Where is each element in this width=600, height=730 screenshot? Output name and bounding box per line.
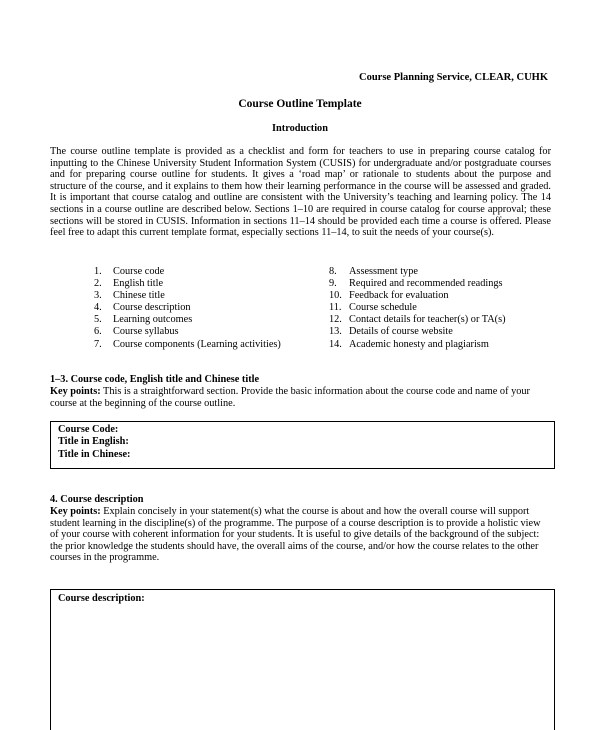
list-item: 1. Course code: [94, 266, 165, 277]
title-english-field: Title in English:: [58, 436, 129, 448]
list-item: 12. Contact details for teacher(s) or TA(s): [329, 314, 506, 326]
list-item: 7. Course components (Learning activities): [94, 338, 281, 350]
sections-list-left: [94, 266, 314, 351]
intro-heading: Introduction: [272, 123, 328, 134]
section-1-3-keypoints: Key points: This is a straightforward section. Provide the basic information about the course code and name of your course at the beginning of the course outline.: [50, 386, 530, 409]
key-points-label: Key points:: [50, 386, 101, 397]
key-points-label: Key points:: [50, 506, 101, 517]
list-item: 2. English title: [94, 278, 164, 290]
list-item: 5. Learning outcomes: [94, 314, 193, 326]
section-1-3-title: 1–3. Course code, English title and Chinese title: [50, 374, 260, 385]
list-item: 8. Assessment type: [329, 266, 418, 277]
section-4-keypoints: Key points: Explain concisely in your statement(s) what the course is about and how the overall course will support student learning in the discipline(s) of the programme. The purpose of a course description is to provide a holistic view of your course with coherent information for your students. It is useful to give details of the background of the subject: the prior knowledge the students should have, the overall aims of the course, and/or how the course relates to the other courses in the programme.: [50, 506, 541, 564]
course-description-form-box[interactable]: [50, 589, 555, 730]
title-chinese-field: Title in Chinese:: [58, 448, 131, 460]
course-code-field: Course Code:: [58, 424, 119, 435]
list-item: 9. Required and recommended readings: [329, 278, 503, 290]
section-4-title: 4. Course description: [50, 494, 144, 505]
list-item: 10. Feedback for evaluation: [329, 290, 449, 302]
list-item: 3. Chinese title: [94, 290, 165, 302]
sections-list-right: [329, 266, 559, 351]
course-description-field: Course description:: [58, 593, 145, 604]
service-header: Course Planning Service, CLEAR, CUHK: [359, 72, 548, 83]
page-title: Course Outline Template: [238, 98, 362, 110]
list-item: 13. Details of course website: [329, 326, 453, 338]
course-code-form-box[interactable]: [50, 421, 555, 469]
list-item: 6. Course syllabus: [94, 326, 179, 338]
list-item: 11. Course schedule: [329, 302, 417, 314]
list-item: 4. Course description: [94, 302, 191, 314]
list-item: 14. Academic honesty and plagiarism: [329, 338, 489, 350]
intro-paragraph: The course outline template is provided as a checklist and form for teachers to use in preparing course catalog for inputting to the Chinese University Student Information System (CUSIS) for undergraduate and/or postgraduate courses and for preparing course outline for students. It gives a ‘road map’ or rationale to students about the purpose and structure of the course, and it explains to them how their learning performance in the course will be assessed and graded. It is important that course catalog and outline are consistent with the University’s teaching and learning policy. The 14 sections in a course outline are described below. Sections 1–10 are required in course catalog for course approval; these sections will be stored in CUSIS. Information in sections 11–14 should be provided each time a course is offered. Please feel free to adapt this current template format, especially sections 11–14, to suit the needs of your course(s).: [50, 146, 551, 239]
